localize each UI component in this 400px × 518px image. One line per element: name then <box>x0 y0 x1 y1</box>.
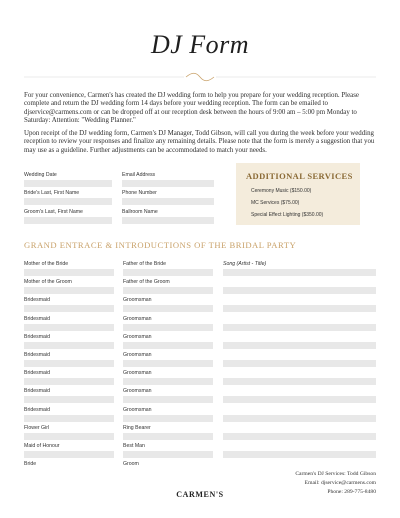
party-left-label: Bridesmaid <box>24 370 50 377</box>
phone-number-field[interactable] <box>122 198 214 205</box>
party-right-label: Groomsman <box>123 297 152 304</box>
page-title: DJ Form <box>150 30 250 59</box>
party-left-field[interactable] <box>24 342 114 349</box>
party-left-label: Maid of Honour <box>24 443 60 449</box>
party-right-field[interactable] <box>123 360 213 367</box>
song-field[interactable] <box>223 396 376 403</box>
party-left-label: Bridesmaid <box>24 406 50 413</box>
party-right-label: Father of the Bride <box>123 261 166 267</box>
party-right-label: Groomsman <box>123 315 152 322</box>
party-left-label: Bridesmaid <box>24 333 50 340</box>
ballroom-name-field[interactable] <box>122 217 214 224</box>
party-left-label: Flower Girl <box>24 424 50 431</box>
bride-name-label: Bride's Last, First Name <box>24 190 80 196</box>
groom-name-field[interactable] <box>24 217 112 224</box>
service-lighting: Special Effect Lighting ($350.00) <box>251 212 324 218</box>
title-divider <box>24 72 376 82</box>
song-column-label: Song (Artist - Title) <box>223 261 267 267</box>
party-right-label: Best Man <box>123 443 145 449</box>
party-right-field[interactable] <box>123 342 213 349</box>
groom-name-label: Groom's Last, First Name <box>24 209 83 215</box>
bridal-party-heading: GRAND ENTRACE & INTRODUCTIONS OF THE BRIDAL PARTY <box>24 240 297 250</box>
party-right-label: Father of the Groom <box>123 279 170 286</box>
party-left-label: Mother of the Bride <box>24 261 69 267</box>
party-left-field[interactable] <box>24 360 114 367</box>
party-left-field[interactable] <box>24 396 114 403</box>
party-right-field[interactable] <box>123 269 213 276</box>
party-right-label: Groomsman <box>123 406 152 413</box>
party-right-label: Groom <box>123 461 139 468</box>
party-right-label: Groomsman <box>123 333 152 340</box>
party-left-field[interactable] <box>24 324 114 331</box>
bride-name-field[interactable] <box>24 198 112 205</box>
email-address-label: Email Address <box>122 172 156 178</box>
song-field[interactable] <box>223 305 376 312</box>
party-left-field[interactable] <box>24 415 114 422</box>
party-left-field[interactable] <box>24 287 114 294</box>
party-right-label: Groomsman <box>123 352 152 358</box>
party-right-label: Groomsman <box>123 370 152 377</box>
party-left-label: Bridesmaid <box>24 352 50 358</box>
service-ceremony-music: Ceremony Music ($150.00) <box>251 188 312 194</box>
song-field[interactable] <box>223 433 376 440</box>
party-left-field[interactable] <box>24 305 114 312</box>
party-left-field[interactable] <box>24 451 114 458</box>
ballroom-name-label: Ballroom Name <box>122 209 158 215</box>
party-left-label: Bridesmaid <box>24 315 50 322</box>
party-right-field[interactable] <box>123 451 213 458</box>
party-right-field[interactable] <box>123 305 213 312</box>
party-right-label: Groomsman <box>123 388 152 395</box>
party-right-field[interactable] <box>123 433 213 440</box>
additional-services-panel <box>236 163 360 225</box>
song-field[interactable] <box>223 269 376 276</box>
party-left-field[interactable] <box>24 378 114 385</box>
party-right-field[interactable] <box>123 378 213 385</box>
party-left-field[interactable] <box>24 433 114 440</box>
party-left-label: Bride <box>24 461 37 468</box>
song-field[interactable] <box>223 378 376 385</box>
wedding-date-label: Wedding Date <box>24 172 57 178</box>
song-field[interactable] <box>223 451 376 458</box>
song-field[interactable] <box>223 360 376 367</box>
footer-email: Email: djservice@carmens.com <box>304 480 376 486</box>
party-right-field[interactable] <box>123 415 213 422</box>
party-right-field[interactable] <box>123 287 213 294</box>
brand-logo: CARMEN'S <box>176 490 224 499</box>
footer-contact: Carmen's DJ Services: Todd Gibson <box>295 471 376 477</box>
song-field[interactable] <box>223 324 376 331</box>
party-left-label: Bridesmaid <box>24 388 50 395</box>
song-field[interactable] <box>223 415 376 422</box>
phone-number-label: Phone Number <box>122 190 157 196</box>
party-right-label: Ring Bearer <box>123 424 151 431</box>
party-right-field[interactable] <box>123 324 213 331</box>
footer-phone: Phone: 289-775-8480 <box>327 489 376 495</box>
email-address-field[interactable] <box>122 180 214 187</box>
intro-paragraph-1: For your convenience, Carmen's has created the DJ wedding form to help you prepare for your wedding reception. Please complete and return the DJ wedding form 14 days before your wedding reception. The form can be emailed to djservice@carmens.com or can be dropped off at our reception desk between the hours of 9:00 am – 5:00 pm Monday to Saturday: Attention: "Wedding Planner." <box>24 92 359 124</box>
party-left-label: Mother of the Groom <box>24 279 72 286</box>
intro-paragraph-2: Upon receipt of the DJ wedding form, Carmen's DJ Manager, Todd Gibson, will call you during the week before your wedding reception to review your responses and finalize any remaining details. Please note that the form is merely a suggestion that you may use as a guideline. Further adjustments can be accommodated to match your needs. <box>24 130 375 154</box>
wedding-date-field[interactable] <box>24 180 112 187</box>
song-field[interactable] <box>223 287 376 294</box>
party-left-label: Bridesmaid <box>24 297 50 304</box>
service-mc: MC Services ($75.00) <box>251 200 300 206</box>
song-field[interactable] <box>223 342 376 349</box>
additional-services-title: ADDITIONAL SERVICES <box>246 171 353 181</box>
party-left-field[interactable] <box>24 269 114 276</box>
party-right-field[interactable] <box>123 396 213 403</box>
